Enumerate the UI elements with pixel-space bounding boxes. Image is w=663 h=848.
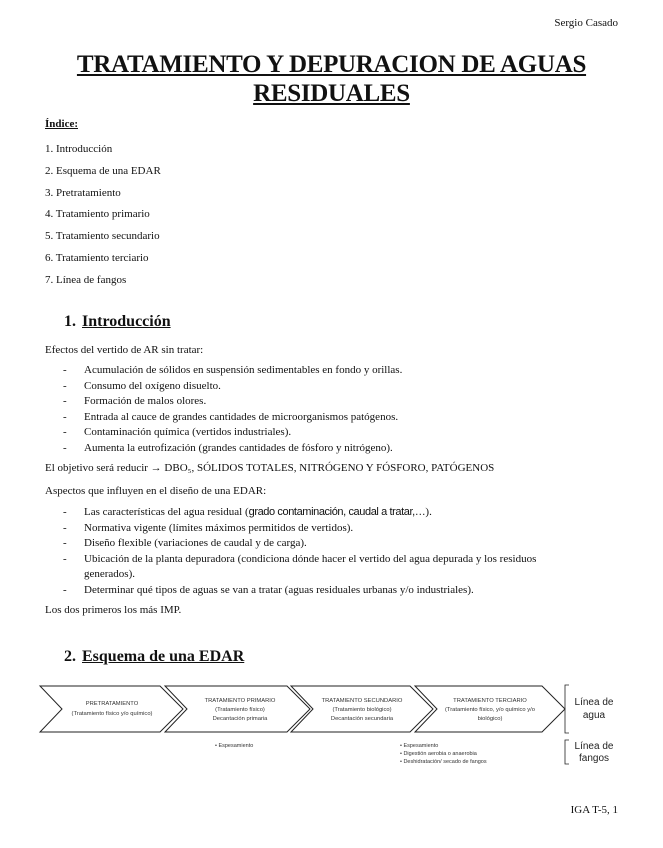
effects-list	[63, 363, 583, 457]
title-line-1: TRATAMIENTO Y DEPURACION DE AGUAS	[76, 51, 587, 78]
aspect1-end: ).	[425, 506, 432, 518]
sludge-line-label-1: Línea de	[574, 741, 614, 752]
sludge-secondary-step-1: • Espesamiento	[400, 743, 439, 749]
index-item: 2. Esquema de una EDAR	[45, 164, 161, 177]
effect-item: - Acumulación de sólidos en suspensión sedimentables en fondo y orillas.	[63, 363, 583, 379]
water-line-label-2: agua	[582, 710, 606, 721]
section2-number: 2.	[64, 648, 76, 665]
aspects-list	[63, 505, 583, 599]
section1-title: Introducción	[82, 313, 171, 330]
section1-heading	[64, 313, 171, 331]
stage-4-sub2: biológico)	[477, 716, 503, 722]
author-name: Sergio Casado	[554, 17, 618, 29]
sludge-secondary-step-2: • Digestión aerobia o anaerobia	[400, 751, 477, 757]
stage-pretratamiento	[40, 686, 183, 732]
effects-intro: Efectos del vertido de AR sin tratar:	[45, 344, 204, 356]
sludge-secondary-step-3: • Deshidratación/ secado de fangos	[400, 759, 487, 765]
edar-diagram	[0, 680, 663, 780]
aspect1-detail: grado contaminación, caudal a tratar,…	[248, 506, 426, 518]
index-item: 5. Tratamiento secundario	[45, 230, 160, 243]
sludge-line-label-2: fangos	[578, 753, 610, 764]
index-item: 1. Introducción	[45, 143, 113, 155]
section2-heading	[64, 648, 244, 666]
index-item: 7. Línea de fangos	[45, 273, 127, 286]
section2-title: Esquema de una EDAR	[82, 648, 245, 665]
effect-item: - Entrada al cauce de grandes cantidades de microorganismos patógenos.	[63, 410, 583, 426]
aspects-intro: Aspectos que influyen en el diseño de una EDAR:	[45, 485, 267, 497]
index-item: 6. Tratamiento terciario	[45, 251, 149, 264]
index-item: 4. Tratamiento primario	[45, 208, 150, 221]
effect-item: - Aumenta la eutrofización (grandes cantidades de fósforo y nitrógeno).	[63, 441, 583, 457]
index-heading: Índice:	[45, 118, 78, 130]
aspect-item	[63, 505, 583, 521]
stage-2-title: TRATAMIENTO PRIMARIO	[204, 698, 276, 704]
aspect-item: - Diseño flexible (variaciones de caudal y de carga).	[63, 536, 583, 552]
conclusion-text: Los dos primeros los más IMP.	[45, 604, 182, 616]
aspect-item: - Ubicación de la planta depuradora (condiciona dónde hacer el vertido del agua depurada y los residuos generados).	[63, 552, 583, 583]
aspect-item: - Determinar qué tipos de aguas se van a tratar (aguas residuales urbanas y/o industriales).	[63, 583, 583, 599]
page-number: IGA T-5, 1	[570, 804, 618, 816]
sludge-line-bracket	[565, 740, 569, 764]
stage-2-sub2: Decantación primaria	[212, 716, 268, 722]
index-item: 3. Pretratamiento	[45, 186, 121, 199]
title-line-2: RESIDUALES	[253, 80, 410, 107]
effect-item: - Contaminación química (vertidos industriales).	[63, 425, 583, 441]
aspect1-start: Las características del agua residual (	[84, 506, 249, 518]
stage-3-sub2: Decantación secundaria	[330, 716, 394, 722]
water-line-label-1: Línea de	[574, 697, 614, 708]
effect-item: - Formación de malos olores.	[63, 394, 583, 410]
aspect-item: - Normativa vigente (límites máximos permitidos de vertidos).	[63, 521, 583, 537]
stage-3-title: TRATAMIENTO SECUNDARIO	[321, 698, 403, 704]
stage-1-sub: (Tratamiento físico y/o químico)	[71, 711, 153, 717]
stage-4-title: TRATAMIENTO TERCIARIO	[453, 698, 527, 704]
stage-1-title: PRETRATAMIENTO	[85, 701, 139, 707]
section1-number: 1.	[64, 313, 76, 330]
index-list	[45, 139, 161, 292]
effect-item: - Consumo del oxígeno disuelto.	[63, 379, 583, 395]
document-title	[40, 50, 623, 108]
stage-3-sub: (Tratamiento biológico)	[332, 707, 392, 713]
sludge-primary-step: • Espesamiento	[215, 743, 254, 749]
stage-4-sub: (Tratamiento físico, y/o químico y/o	[445, 707, 535, 713]
objective-text: El objetivo será reducir → DBO₅, SÓLIDOS TOTALES, NITRÓGENO Y FÓSFORO, PATÓGENOS	[45, 462, 495, 474]
stage-2-sub: (Tratamiento físico)	[215, 707, 265, 713]
